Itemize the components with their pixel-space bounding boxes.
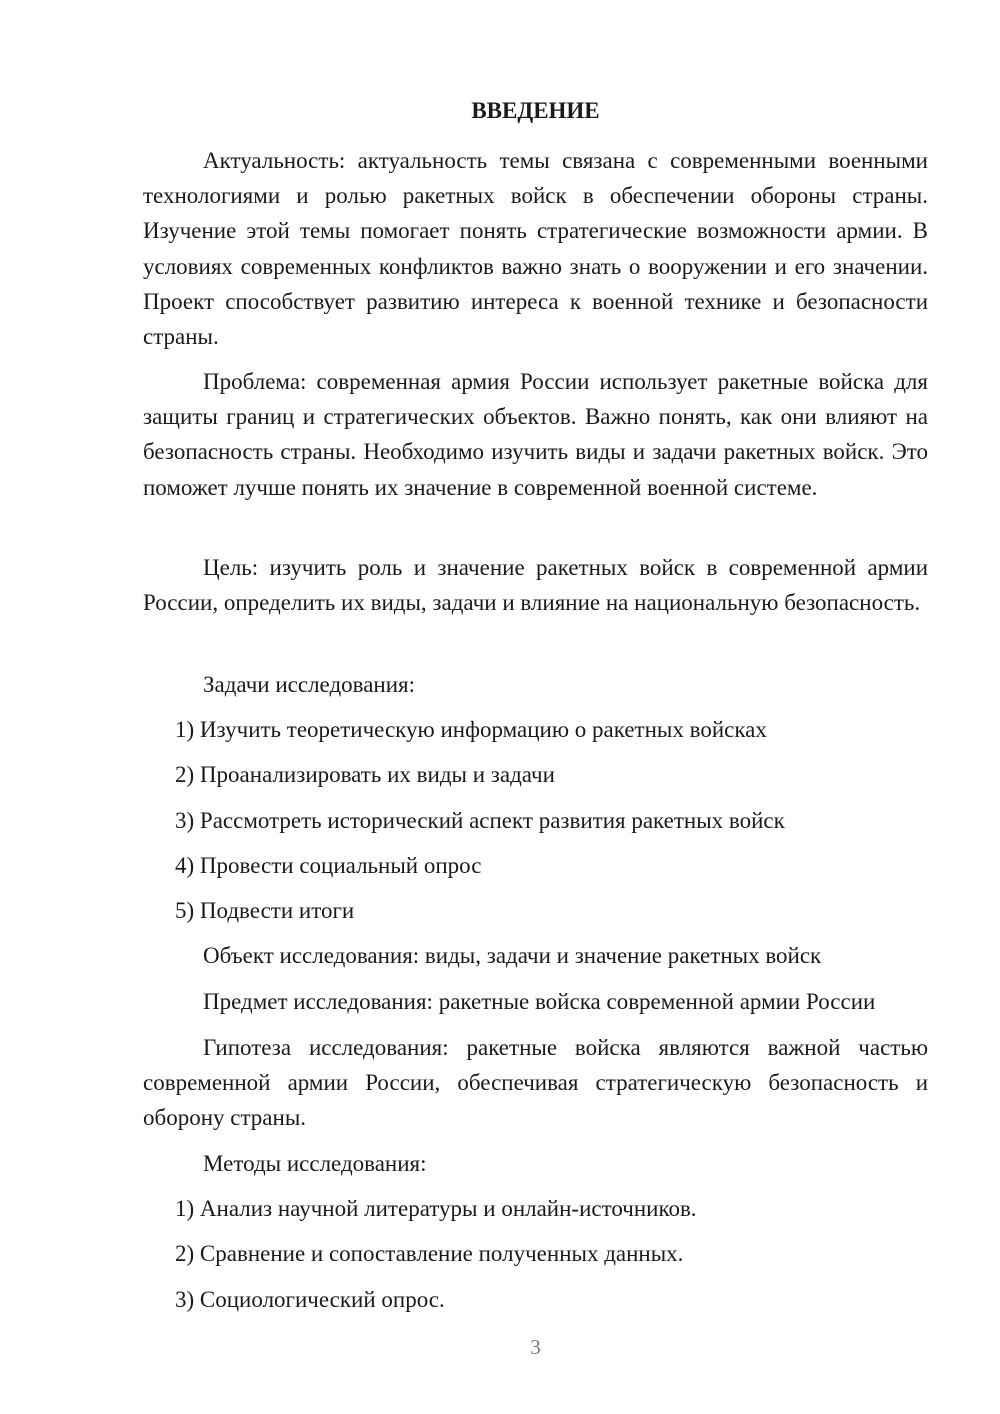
task-item: 4) Провести социальный опрос: [175, 853, 482, 878]
research-subject: Предмет исследования: ракетные войска современной армии России: [203, 989, 876, 1014]
method-item: 1) Анализ научной литературы и онлайн-источников.: [175, 1196, 697, 1221]
tasks-title: Задачи исследования:: [203, 672, 416, 697]
task-item: 5) Подвести итоги: [175, 898, 355, 923]
research-object: Объект исследования: виды, задачи и значение ракетных войск: [203, 943, 822, 968]
goal-paragraph: Цель: изучить роль и значение ракетных войск в современной армии России, определить их виды, задачи и влияние на национальную безопасность.: [143, 555, 928, 616]
methods-title: Методы исследования:: [203, 1151, 427, 1176]
problem-paragraph: Проблема: современная армия России использует ракетные войска для защиты границ и стратегических объектов. Важно понять, как они влияют на безопасность страны. Необходимо изучить виды и задачи ракетных войск. Это поможет лучше понять их значение в современной военной системе.: [143, 369, 928, 500]
method-item: 3) Социологический опрос.: [175, 1287, 445, 1312]
task-item: 1) Изучить теоретическую информацию о ракетных войсках: [175, 717, 767, 742]
page-number: 3: [530, 1335, 541, 1359]
section-heading: ВВЕДЕНИЕ: [471, 98, 600, 123]
task-item: 2) Проанализировать их виды и задачи: [175, 762, 555, 787]
method-item: 2) Сравнение и сопоставление полученных данных.: [175, 1241, 684, 1266]
task-item: 3) Рассмотреть исторический аспект развития ракетных войск: [175, 808, 785, 833]
relevance-paragraph: Актуальность: актуальность темы связана с современными военными технологиями и ролью ракетных войск в обеспечении обороны страны. Изучение этой темы помогает понять стратегические возможности армии. В условиях современных конфликтов важно знать о вооружении и его значении. Проект способствует развитию интереса к военной технике и безопасности страны.: [143, 148, 928, 350]
hypothesis-paragraph: Гипотеза исследования: ракетные войска являются важной частью современной армии России, обеспечивая стратегическую безопасность и оборону страны.: [143, 1035, 928, 1131]
